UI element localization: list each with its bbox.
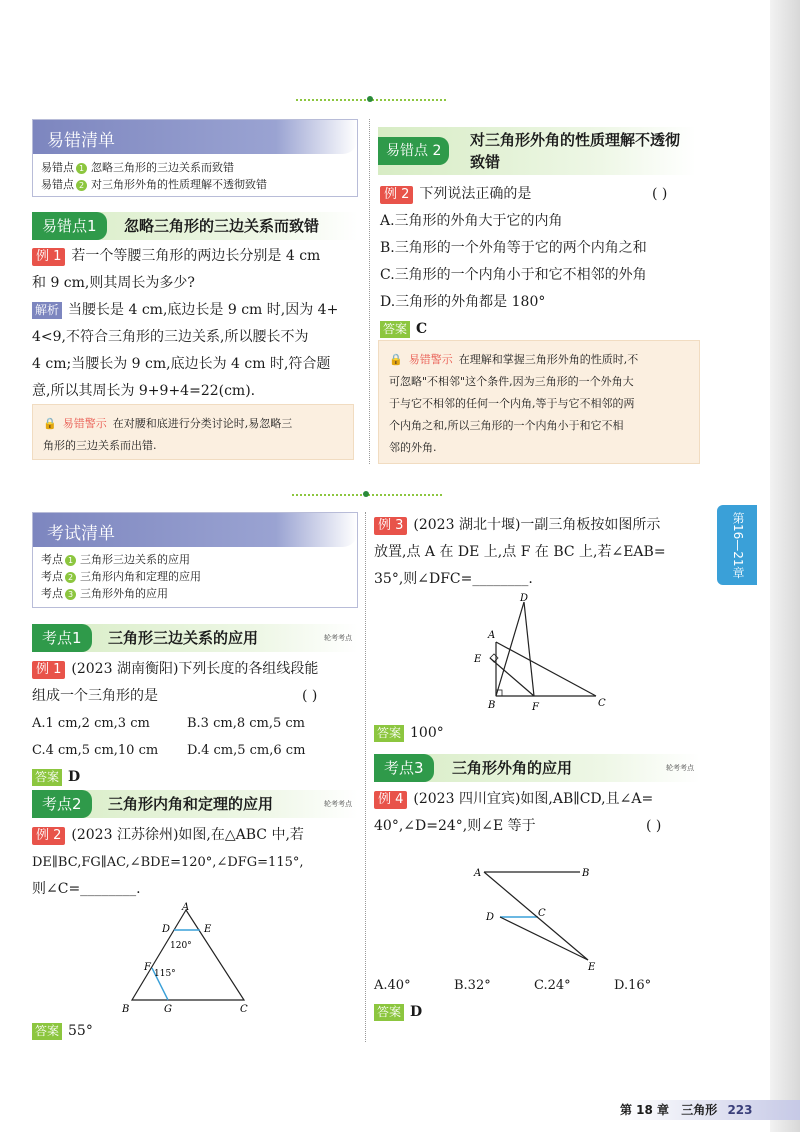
analysis-line: 当腰长是 4 cm,底边长是 9 cm 时,因为 4+ [68, 302, 339, 318]
answer-label: 答案 [374, 1004, 404, 1021]
label-b: B [582, 868, 590, 879]
example-1-line: 若一个等腰三角形的两边长分别是 4 cm [71, 248, 321, 264]
label-f: F [144, 962, 151, 973]
exam-list-item [33, 585, 357, 602]
exam-point-1-note: 轮考考点 [324, 634, 352, 642]
exam-item-num: 2 [65, 572, 76, 583]
exam-point-2-note: 轮考考点 [324, 800, 352, 808]
option-c: C.24° [534, 978, 571, 993]
exam-point-2-tag: 考点2 [32, 790, 92, 818]
mistake-point-1-title: 忽略三角形的三边关系而致错 [124, 217, 320, 235]
triangle-abc [132, 910, 244, 1000]
exam-point-3-bar [374, 754, 700, 782]
example-2-question: 下列说法正确的是 [419, 186, 532, 202]
warning-line: 于与它不相邻的任何一个内角,等于与它不相邻的两 [389, 397, 635, 410]
example-label: 例 2 [32, 827, 65, 845]
answer-bracket: ( ) [302, 688, 318, 704]
line-df [524, 602, 534, 696]
answer-value: C [416, 321, 428, 337]
angle-label-120: 120° [170, 941, 192, 951]
label-d: D [520, 593, 529, 604]
page-footer [620, 1100, 800, 1120]
exam-point-2-bar [32, 790, 358, 818]
footer-title: 三角形 [681, 1103, 718, 1117]
mistake-point-1-tag: 易错点1 [32, 212, 107, 240]
mistake-point-2-bar [378, 127, 696, 175]
page-edge-shadow [770, 0, 800, 1132]
exam-list-item [33, 568, 357, 585]
exam-item-text: 三角形外角的应用 [80, 587, 168, 600]
option-c: C.4 cm,5 cm,10 cm [32, 743, 159, 758]
label-b: B [488, 700, 496, 711]
warning-line: 在理解和掌握三角形外角的性质时,不 [458, 353, 639, 366]
warning-label: 易错警示 [408, 353, 453, 366]
exam-item-text: 三角形内角和定理的应用 [80, 570, 201, 583]
mistake-point-2-title-line: 对三角形外角的性质理解不透彻 [470, 131, 681, 149]
answer-value: D [410, 1004, 423, 1020]
answer-bracket: ( ) [646, 818, 662, 834]
exam-example-1-block [32, 656, 362, 791]
mistake-list-title: 易错清单 [33, 120, 357, 154]
label-e: E [474, 654, 482, 665]
triangle-figure-1 [120, 900, 260, 1020]
warning-line: 角形的三边关系而出错. [43, 439, 157, 452]
exam-item-text: 三角形三边关系的应用 [80, 553, 190, 566]
example-line: 组成一个三角形的是 [32, 688, 158, 704]
exam-item-num: 3 [65, 589, 76, 600]
exam-point-1-tag: 考点1 [32, 624, 92, 652]
mistake-item-prefix: 易错点 [41, 161, 74, 174]
option-c: C.三角形的一个内角小于和它不相邻的外角 [380, 267, 647, 283]
parallel-lines-figure [470, 860, 600, 972]
example-label: 例 1 [32, 661, 65, 679]
label-b: B [122, 1004, 130, 1015]
exam-item-num: 1 [65, 555, 76, 566]
label-c: C [240, 1004, 248, 1015]
warning-box-1 [32, 404, 354, 460]
example-line: (2023 四川宜宾)如图,AB∥CD,且∠A= [413, 791, 654, 807]
example-1-line: 和 9 cm,则其周长为多少? [32, 275, 195, 291]
example-2-block [380, 181, 710, 343]
exam-example-3-answer [374, 720, 444, 747]
warning-line: 邻的外角. [389, 441, 437, 454]
label-d: D [486, 912, 495, 923]
label-f: F [532, 702, 539, 713]
answer-bracket: ( ) [652, 186, 668, 202]
option-b: B.3 cm,8 cm,5 cm [187, 716, 305, 731]
top-divider-dot [367, 96, 373, 102]
mistake-list-item [33, 159, 357, 176]
example-line: 40°,∠D=24°,则∠E 等于 [374, 818, 536, 834]
exam-example-4-block [374, 786, 714, 840]
example-2-label: 例 2 [380, 186, 413, 204]
line-ae [484, 872, 588, 960]
line-ac [496, 642, 596, 696]
example-line: (2023 湖南衡阳)下列长度的各组线段能 [71, 661, 319, 677]
warning-line: 个内角之和,所以三角形的一个内角小于和它不相 [389, 419, 624, 432]
analysis-line: 意,所以其周长为 9+9+4=22(cm). [32, 383, 256, 399]
analysis-line: 4<9,不符合三角形的三边关系,所以腰长不为 [32, 329, 309, 345]
exam-point-1-title: 三角形三边关系的应用 [108, 629, 259, 647]
answer-label: 答案 [380, 321, 410, 338]
exam-list-item [33, 551, 357, 568]
mistake-point-2-tag: 易错点 2 [378, 137, 449, 165]
label-a: A [182, 902, 190, 913]
answer-value: 55° [68, 1023, 93, 1039]
exam-example-2-block [32, 822, 362, 903]
mistake-list-box [32, 119, 358, 197]
answer-label: 答案 [32, 1023, 62, 1040]
label-g: G [164, 1004, 172, 1015]
mistake-list-item [33, 176, 357, 193]
option-a: A.三角形的外角大于它的内角 [380, 213, 563, 229]
exam-list-box [32, 512, 358, 608]
label-c: C [598, 698, 606, 709]
example-1-label: 例 1 [32, 248, 65, 266]
exam-item-prefix: 考点 [41, 570, 63, 583]
label-e: E [588, 962, 596, 972]
example-line: 放置,点 A 在 DE 上,点 F 在 BC 上,若∠EAB= [374, 544, 666, 560]
column-divider-top [369, 119, 370, 464]
exam-point-3-title: 三角形外角的应用 [452, 759, 573, 777]
analysis-label: 解析 [32, 302, 62, 319]
mistake-item-text: 忽略三角形的三边关系而致错 [91, 161, 234, 174]
example-line: DE∥BC,FG∥AC,∠BDE=120°,∠DFG=115°, [32, 855, 304, 870]
answer-value: 100° [410, 725, 444, 741]
label-a: A [488, 630, 496, 641]
example-1-block [32, 243, 362, 405]
answer-value: D [68, 769, 81, 785]
set-square-figure [466, 592, 616, 714]
angle-label-115: 115° [154, 969, 176, 979]
mistake-item-text: 对三角形外角的性质理解不透彻致错 [91, 178, 267, 191]
warning-label: 易错警示 [62, 417, 107, 430]
page-number: 223 [727, 1103, 753, 1117]
lock-icon: 🔒 [389, 353, 403, 366]
label-e: E [204, 924, 212, 935]
lock-icon: 🔒 [43, 417, 57, 430]
analysis-line: 4 cm;当腰长为 9 cm,底边长为 4 cm 时,符合题 [32, 356, 331, 372]
label-d: D [162, 924, 171, 935]
exam-example-3-block [374, 512, 714, 593]
example-label: 例 4 [374, 791, 407, 809]
option-d: D.16° [614, 978, 652, 993]
mistake-item-num: 2 [76, 180, 87, 191]
warning-line: 在对腰和底进行分类讨论时,易忽略三 [112, 417, 293, 430]
option-a: A.40° [374, 978, 411, 993]
option-d: D.4 cm,5 cm,6 cm [187, 743, 306, 758]
example-label: 例 3 [374, 517, 407, 535]
column-divider-bottom [365, 512, 366, 1042]
warning-box-2 [378, 340, 700, 464]
exam-list-title: 考试清单 [33, 513, 357, 547]
example-line: (2023 湖北十堰)一副三角板按如图所示 [413, 517, 661, 533]
option-d: D.三角形的外角都是 180° [380, 294, 546, 310]
exam-point-2-title: 三角形内角和定理的应用 [108, 795, 274, 813]
exam-point-3-note: 轮考考点 [666, 764, 694, 772]
example-line: (2023 江苏徐州)如图,在△ABC 中,若 [71, 827, 304, 843]
mistake-item-prefix: 易错点 [41, 178, 74, 191]
exam-item-prefix: 考点 [41, 553, 63, 566]
mistake-point-2-title-line: 致错 [470, 153, 501, 171]
mistake-item-num: 1 [76, 163, 87, 174]
example-line: 35°,则∠DFC=________. [374, 571, 533, 587]
exam-example-2-answer [32, 1018, 93, 1045]
footer-chapter: 第 18 章 [620, 1103, 670, 1117]
chapter-side-tab: 第16—21章 [717, 505, 757, 585]
answer-label: 答案 [374, 725, 404, 742]
answer-label: 答案 [32, 769, 62, 786]
option-a: A.1 cm,2 cm,3 cm [32, 716, 150, 731]
middle-divider-dot [363, 491, 369, 497]
option-b: B.32° [454, 978, 491, 993]
option-b: B.三角形的一个外角等于它的两个内角之和 [380, 240, 647, 256]
warning-line: 可忽略"不相邻"这个条件,因为三角形的一个外角大 [389, 375, 634, 388]
example-line: 则∠C=________. [32, 881, 141, 897]
exam-item-prefix: 考点 [41, 587, 63, 600]
label-a: A [474, 868, 482, 879]
exam-point-1-bar [32, 624, 358, 652]
exam-point-3-tag: 考点3 [374, 754, 434, 782]
mistake-point-1-bar [32, 212, 358, 240]
label-c: C [538, 908, 546, 919]
exam-example-4-options [374, 972, 704, 1026]
mistake-point-2-title [470, 129, 680, 173]
